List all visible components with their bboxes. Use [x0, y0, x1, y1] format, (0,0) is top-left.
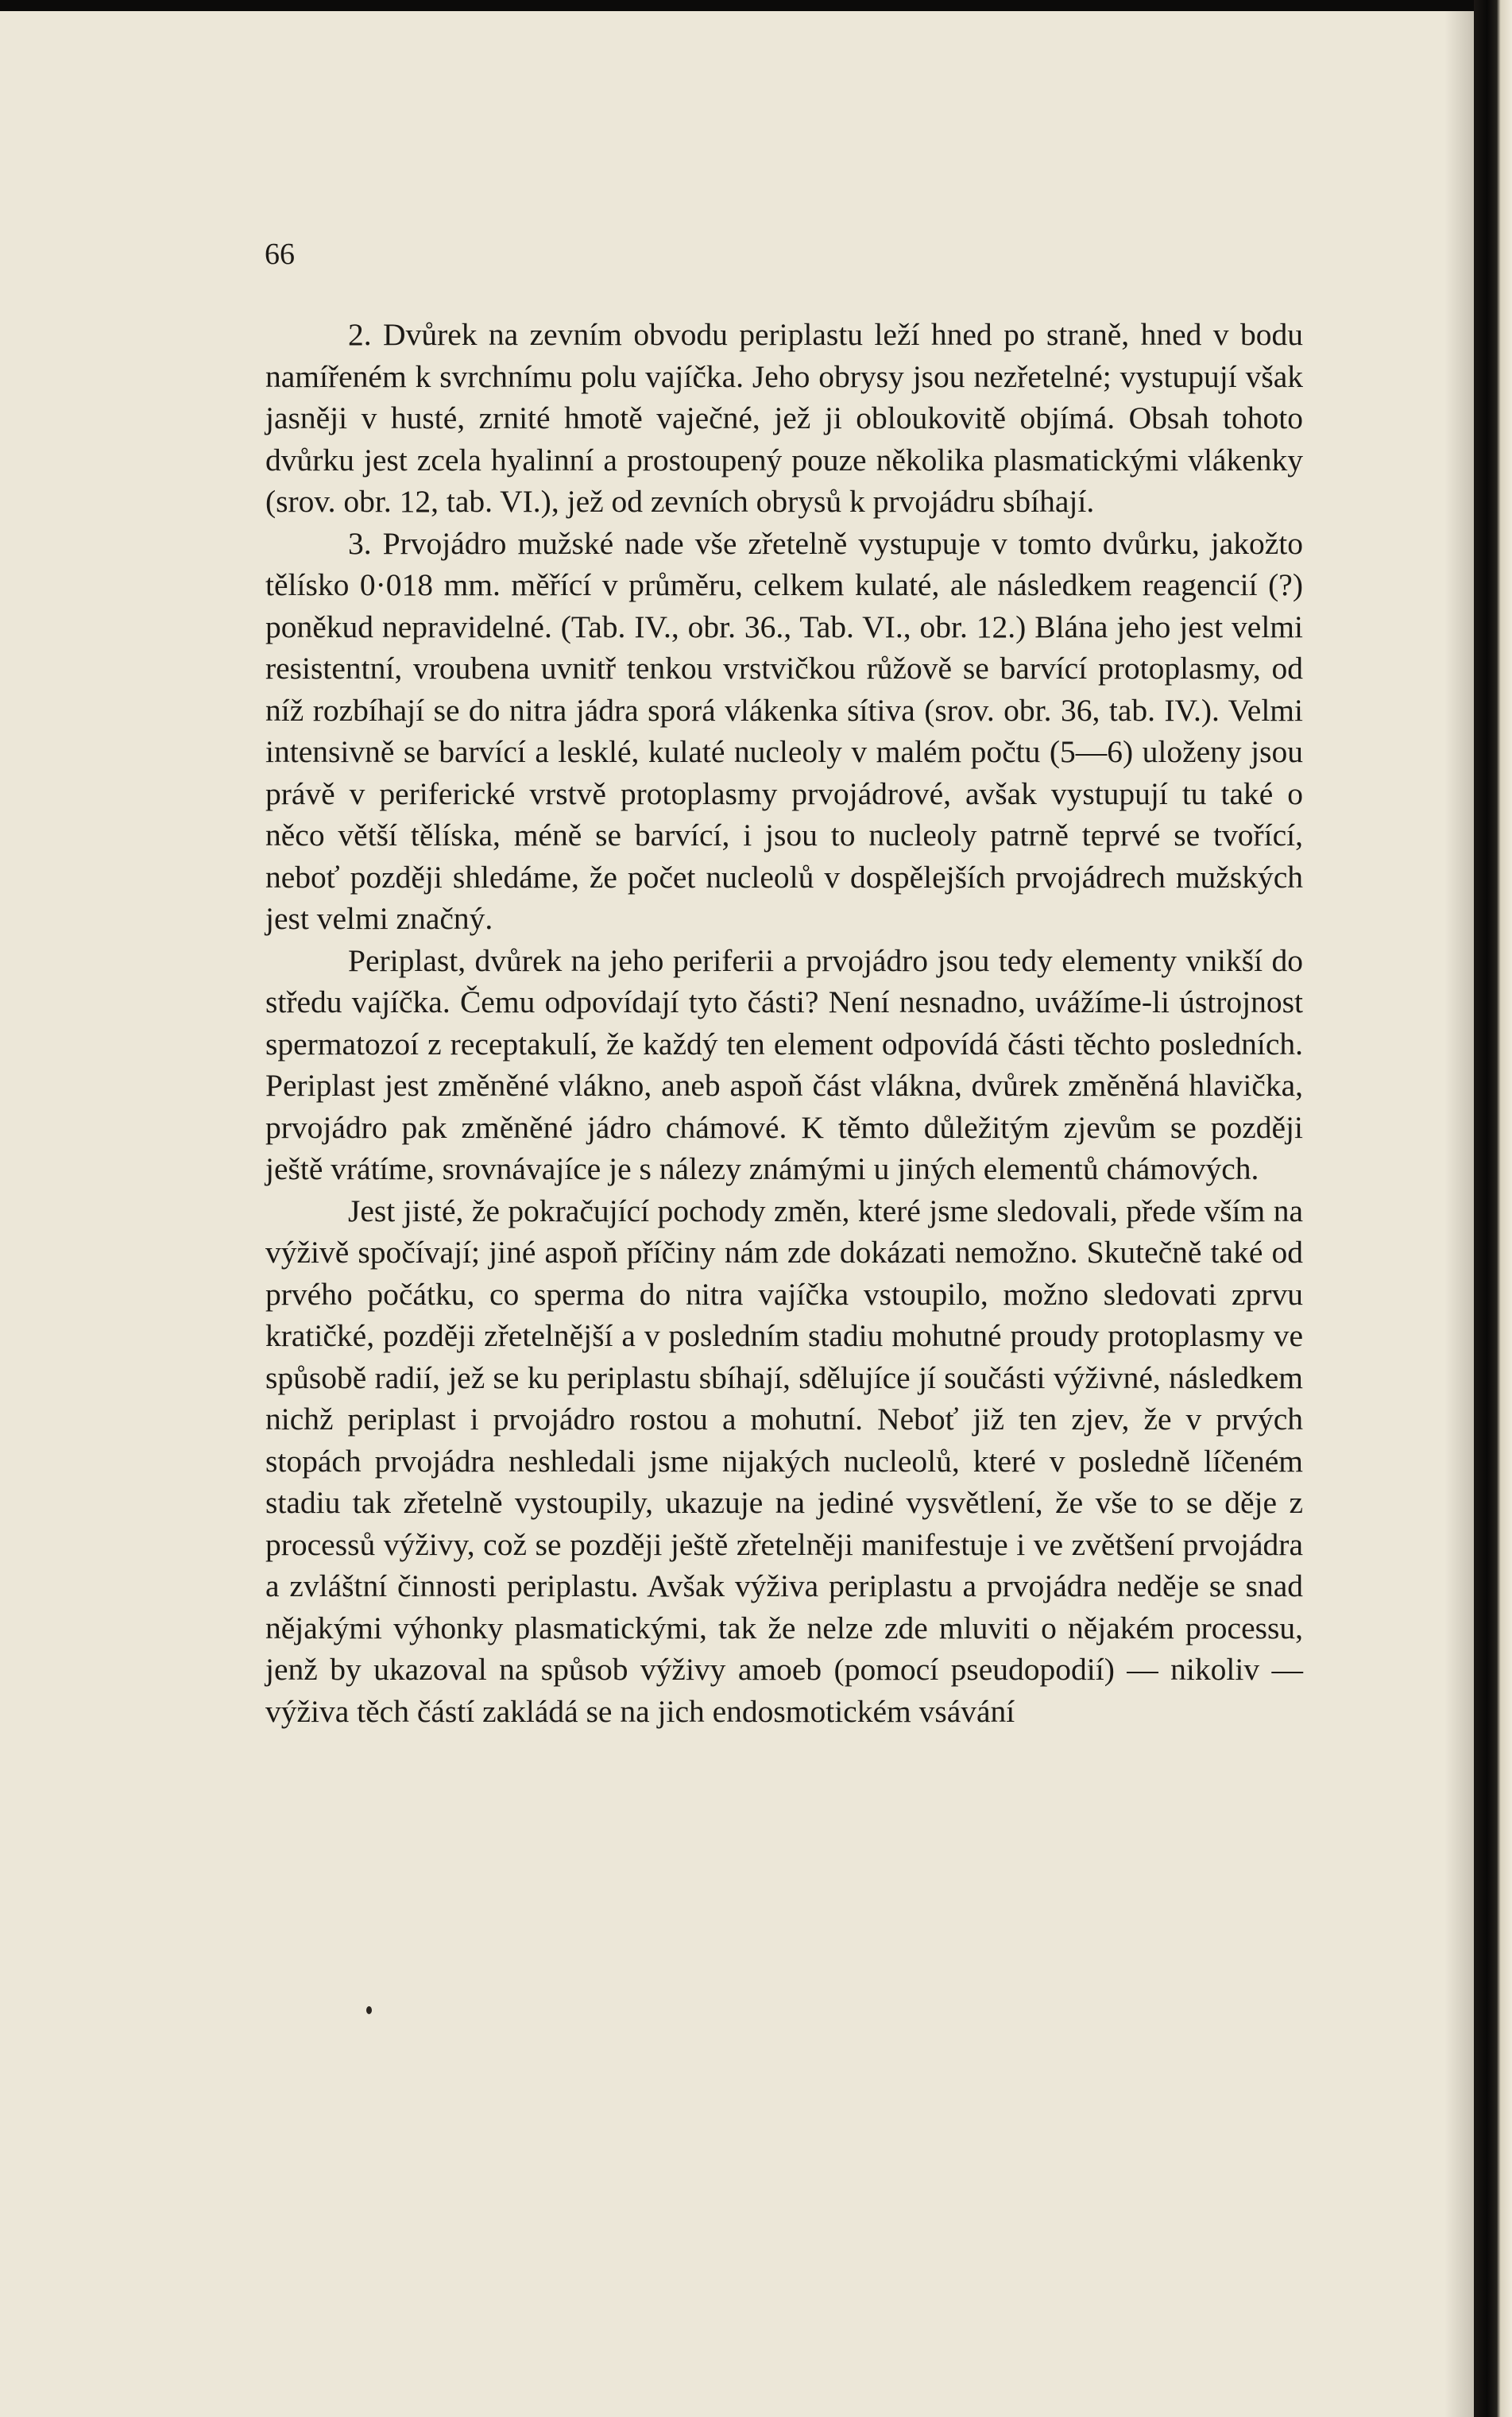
page-number: 66	[265, 238, 295, 271]
paragraph-nutrition: Jest jisté, že pokračující pochody změn, které jsme sledovali, přede vším na výživě spočívají; jiné aspoň příčiny nám zde dokázati nemožno. Skutečně také od prvého počátku, co sperma do nitra vajíčka vstoupilo, možno sledovati zprvu kratičké, později zřetelnější a v posledním stadiu mohutné proudy protoplasmy ve spůsobě radií, jež se ku periplastu sbíhají, sdělujíce jí součásti výživné, následkem nichž periplast i prvojádro rostou a mohutní. Neboť již ten zjev, že v prvých stopách prvojádra neshledali jsme nijakých nucleolů, které v posledně líčeném stadiu tak zřetelně vystoupily, ukazuje na jediné vysvětlení, že vše to se děje z processů výživy, což se později ještě zřetelněji manifestuje i ve zvětšení prvojádra a zvláštní činnosti periplastu. Avšak výživa periplastu a prvojádra neděje se snad nějakými výhonky plasmatickými, tak že nelze zde mluviti o nějakém processu, jenž by ukazoval na spůsob výživy amoeb (pomocí pseudopodií) — nikoliv — výživa těch částí zakládá se na jich endosmotickém vsávání	[265, 1193, 1303, 1729]
page-gutter-shadow	[1444, 11, 1474, 2417]
paragraph-2: 2. Dvůrek na zevním obvodu periplastu leží hned po straně, hned v bodu namířeném k svrchnímu polu vajíčka. Jeho obrysy jsou nezřetelné; vystupují však jasněji v husté, zrnité hmotě vaječné, jež ji obloukovitě objímá. Obsah tohoto dvůrku jest zcela hyalinní a prostoupený pouze několika plasmatickými vlákenky (srov. obr. 12, tab. VI.), jež od zevních obrysů k prvojádru sbíhají.	[265, 317, 1303, 519]
paragraph-periplast: Periplast, dvůrek na jeho periferii a prvojádro jsou tedy elementy vnikší do středu vajíčka. Čemu odpovídají tyto části? Není nesnadno, uvážíme-li ústrojnost spermatozoí z receptakulí, že každý ten element odpovídá části těchto posledních. Periplast jest změněné vlákno, aneb aspoň část vlákna, dvůrek změněná hlavička, prvojádro pak změněné jádro chámové. K těmto důležitým zjevům se později ještě vrátíme, srovnávajíce je s nálezy známými u jiných elementů chámových.	[265, 942, 1303, 1186]
paragraph-3: 3. Prvojádro mužské nade vše zřetelně vystupuje v tomto dvůrku, jakožto tělísko 0·018 mm. měřící v průměru, celkem kulaté, ale následkem reagencií (?) poněkud nepravidelné. (Tab. IV., obr. 36., Tab. VI., obr. 12.) Blána jeho jest velmi resistentní, vroubena uvnitř tenkou vrstvičkou růžově se barvící protoplasmy, od níž rozbíhají se do nitra jádra sporá vlákenka sítiva (srov. obr. 36, tab. IV.). Velmi intensivně se barvící a lesklé, kulaté nucleoly v malém počtu (5—6) uloženy jsou právě v periferické vrstvě protoplasmy prvojádrové, avšak vystupují tu také o něco větší tělíska, méně se barvící, i jsou to nucleoly patrně teprvé se tvořící, neboť později shledáme, že počet nucleolů v dospělejších prvojádrech mužských jest velmi značný.	[265, 525, 1303, 936]
scan-right-edge	[1474, 0, 1512, 2417]
scan-top-edge	[0, 0, 1512, 11]
body-text	[265, 314, 1303, 1732]
ink-speck	[366, 2006, 372, 2014]
